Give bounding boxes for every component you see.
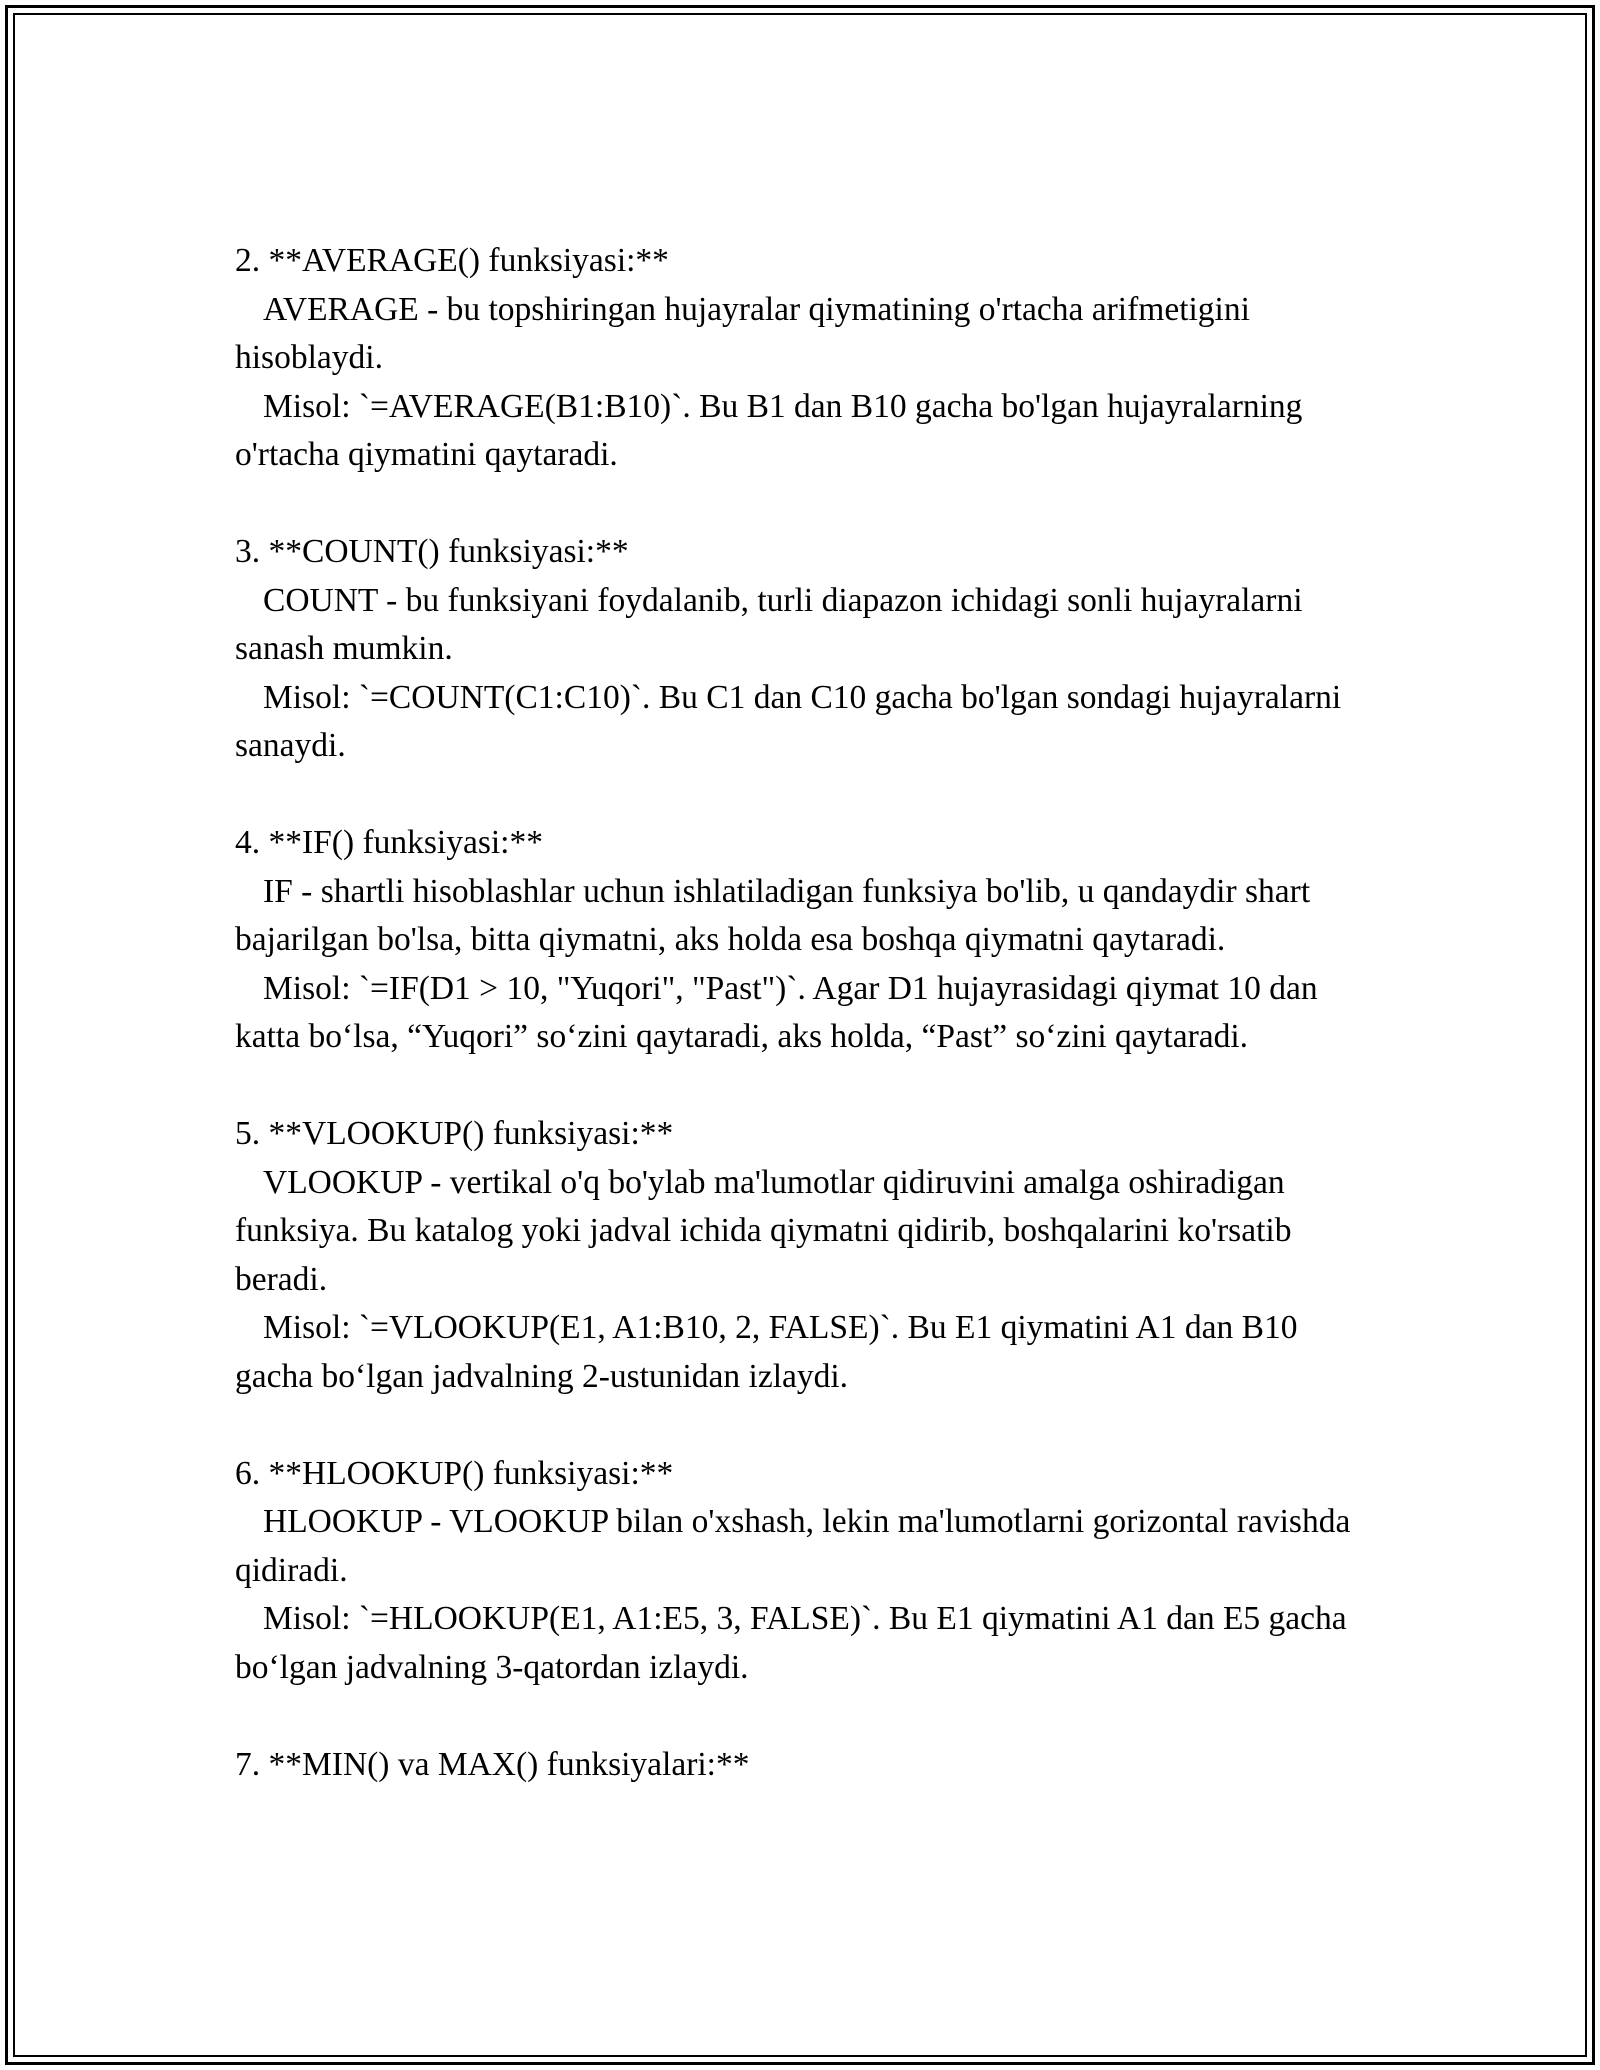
section-description: AVERAGE - bu topshiringan hujayralar qiymatining o'rtacha arifmetigini hisoblaydi. bbox=[235, 290, 1250, 376]
document-body bbox=[235, 237, 1370, 1789]
section-count bbox=[235, 528, 1370, 771]
section-heading: 5. **VLOOKUP() funksiyasi:** bbox=[235, 1115, 674, 1152]
section-description: HLOOKUP - VLOOKUP bilan o'xshash, lekin ma'lumotlarni gorizontal ravishda qidiradi. bbox=[235, 1503, 1351, 1589]
section-heading: 4. **IF() funksiyasi:** bbox=[235, 824, 543, 861]
section-hlookup bbox=[235, 1450, 1370, 1693]
section-heading: 6. **HLOOKUP() funksiyasi:** bbox=[235, 1454, 674, 1492]
section-description: VLOOKUP - vertikal o'q bo'ylab ma'lumotlar qidiruvini amalga oshiradigan funksiya. Bu katalog yoki jadval ichida qiymatni qidirib, boshqalarini ko'rsatib beradi. bbox=[235, 1163, 1292, 1298]
section-description: COUNT - bu funksiyani foydalanib, turli diapazon ichidagi sonli hujayralarni sanash mumkin. bbox=[235, 581, 1303, 667]
section-description: IF - shartli hisoblashlar uchun ishlatiladigan funksiya bo'lib, u qandaydir shart bajarilgan bo'lsa, bitta qiymatni, aks holda esa boshqa qiymatni qaytaradi. bbox=[235, 872, 1311, 958]
section-vlookup bbox=[235, 1110, 1370, 1401]
section-heading: 3. **COUNT() funksiyasi:** bbox=[235, 533, 629, 570]
section-if bbox=[235, 819, 1370, 1062]
section-example: Misol: `=COUNT(C1:C10)`. Bu C1 dan C10 gacha bo'lgan sondagi hujayralarni sanaydi. bbox=[235, 678, 1342, 764]
section-example: Misol: `=HLOOKUP(E1, A1:E5, 3, FALSE)`. Bu E1 qiymatini A1 dan E5 gacha bo‘lgan jadvalning 3-qatordan izlaydi. bbox=[235, 1600, 1347, 1686]
section-example: Misol: `=VLOOKUP(E1, A1:B10, 2, FALSE)`. Bu E1 qiymatini A1 dan B10 gacha bo‘lgan jadvalning 2-ustunidan izlaydi. bbox=[235, 1309, 1298, 1395]
section-average bbox=[235, 237, 1370, 480]
section-heading-min-max: 7. **MIN() va MAX() funksiyalari:** bbox=[235, 1745, 750, 1783]
section-example: Misol: `=AVERAGE(B1:B10)`. Bu B1 dan B10 gacha bo'lgan hujayralarning o'rtacha qiymatini qaytaradi. bbox=[235, 387, 1303, 473]
section-heading: 2. **AVERAGE() funksiyasi:** bbox=[235, 242, 669, 279]
section-example: Misol: `=IF(D1 > 10, "Yuqori", "Past")`. Agar D1 hujayrasidagi qiymat 10 dan katta bo‘lsa, “Yuqori” so‘zini qaytaradi, aks holda, “Past” so‘zini qaytaradi. bbox=[235, 969, 1318, 1055]
